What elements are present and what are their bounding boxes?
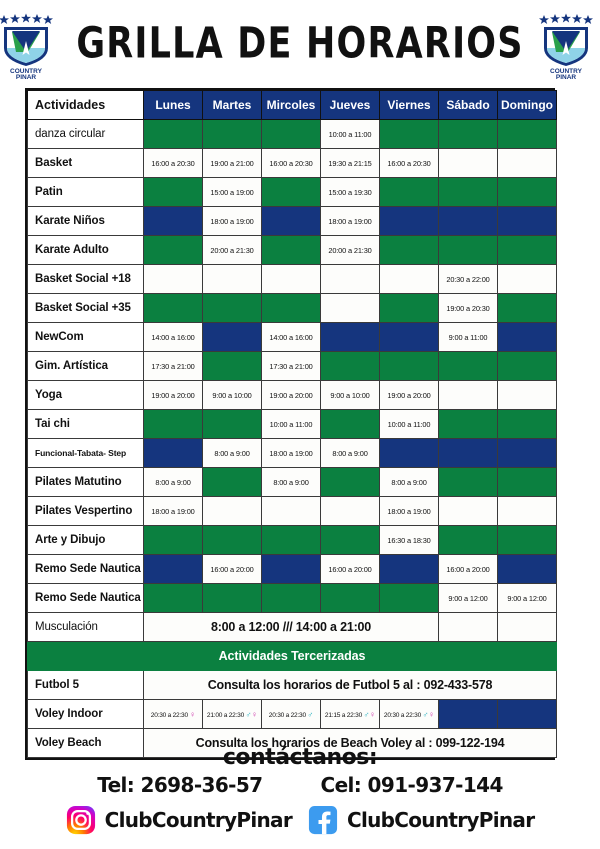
schedule-cell-sabado <box>439 497 498 526</box>
schedule-cell-jueves <box>321 584 380 613</box>
activity-label: Voley Indoor <box>28 700 144 729</box>
table-row-futbol5 <box>28 671 557 700</box>
schedule-cell-sabado <box>439 468 498 497</box>
table-row <box>28 265 557 294</box>
schedule-cell-domingo <box>498 149 557 178</box>
schedule-cell-sabado: 9:00 a 12:00 <box>439 584 498 613</box>
schedule-cell-lunes <box>144 236 203 265</box>
schedule-cell-sabado <box>439 207 498 236</box>
schedule-cell-martes <box>203 323 262 352</box>
schedule-cell-miercoles: 18:00 a 19:00 <box>262 439 321 468</box>
schedule-cell-viernes: 10:00 a 11:00 <box>380 410 439 439</box>
schedule-cell-miercoles <box>262 497 321 526</box>
column-header-martes: Martes <box>203 91 262 120</box>
schedule-cell-miercoles: 14:00 a 16:00 <box>262 323 321 352</box>
schedule-rows <box>28 120 557 613</box>
schedule-cell-sabado <box>439 439 498 468</box>
schedule-cell-martes: 19:00 a 21:00 <box>203 149 262 178</box>
male-symbol-icon: ♂ <box>422 709 429 719</box>
facebook-handle: ClubCountryPinar <box>347 808 535 832</box>
schedule-cell-sabado <box>439 149 498 178</box>
page-footer <box>0 745 600 835</box>
schedule-cell-jueves <box>321 294 380 323</box>
schedule-cell-lunes <box>144 526 203 555</box>
activity-label: Karate Niños <box>28 207 144 236</box>
schedule-cell-jueves: 15:00 a 19:30 <box>321 178 380 207</box>
column-header-lunes: Lunes <box>144 91 203 120</box>
schedule-cell-martes <box>203 120 262 149</box>
schedule-cell-viernes <box>380 439 439 468</box>
schedule-cell-miercoles: 10:00 a 11:00 <box>262 410 321 439</box>
schedule-cell-sabado: 16:00 a 20:00 <box>439 555 498 584</box>
table-header-row <box>28 91 557 120</box>
schedule-cell-domingo <box>498 497 557 526</box>
schedule-table <box>27 90 557 758</box>
schedule-cell-viernes <box>380 120 439 149</box>
column-header-activities: Actividades <box>28 91 144 120</box>
schedule-cell-lunes <box>144 178 203 207</box>
schedule-cell-domingo <box>498 468 557 497</box>
schedule-cell-lunes <box>144 120 203 149</box>
cellphone-number: Cel: 091-937-144 <box>320 773 503 797</box>
voley-cell-miercoles: 20:30 a 22:30 ♂ <box>262 700 321 729</box>
table-row <box>28 584 557 613</box>
schedule-cell-domingo <box>498 120 557 149</box>
activity-label: Voley Beach <box>28 729 144 758</box>
schedule-cell-martes <box>203 410 262 439</box>
table-row <box>28 410 557 439</box>
schedule-cell-lunes: 17:30 a 21:00 <box>144 352 203 381</box>
activity-label: Arte y Dibujo <box>28 526 144 555</box>
schedule-cell-martes: 20:00 a 21:30 <box>203 236 262 265</box>
schedule-cell-domingo <box>498 265 557 294</box>
activity-label: Musculación <box>28 613 144 642</box>
schedule-cell-viernes <box>380 352 439 381</box>
schedule-cell-domingo <box>498 178 557 207</box>
schedule-cell-martes: 16:00 a 20:00 <box>203 555 262 584</box>
schedule-cell-jueves: 16:00 a 20:00 <box>321 555 380 584</box>
page-header <box>0 0 600 88</box>
schedule-cell-martes: 9:00 a 10:00 <box>203 381 262 410</box>
schedule-cell-domingo <box>498 207 557 236</box>
schedule-cell-domingo <box>498 410 557 439</box>
social-links <box>0 805 600 835</box>
table-row <box>28 439 557 468</box>
table-row <box>28 526 557 555</box>
voley-cell-domingo <box>498 700 557 729</box>
schedule-cell-jueves: 8:00 a 9:00 <box>321 439 380 468</box>
male-symbol-icon: ♂ <box>307 709 314 719</box>
activity-label: danza circular <box>28 120 144 149</box>
schedule-cell-sabado <box>439 178 498 207</box>
schedule-cell-domingo <box>498 526 557 555</box>
table-row-tercerizadas-banner <box>28 642 557 671</box>
column-header-miercoles: Mircoles <box>262 91 321 120</box>
schedule-cell-jueves <box>321 468 380 497</box>
schedule-cell-lunes: 16:00 a 20:30 <box>144 149 203 178</box>
schedule-cell-lunes <box>144 265 203 294</box>
schedule-cell-lunes: 14:00 a 16:00 <box>144 323 203 352</box>
schedule-cell-miercoles <box>262 178 321 207</box>
schedule-cell-domingo <box>498 352 557 381</box>
schedule-cell-sabado <box>439 236 498 265</box>
schedule-table-container <box>25 88 555 760</box>
male-symbol-icon: ♂ <box>245 709 252 719</box>
activity-label: Karate Adulto <box>28 236 144 265</box>
activity-label: Yoga <box>28 381 144 410</box>
activity-label: Pilates Matutino <box>28 468 144 497</box>
schedule-cell-martes: 18:00 a 19:00 <box>203 207 262 236</box>
schedule-cell-viernes <box>380 584 439 613</box>
table-row <box>28 294 557 323</box>
svg-text:COUNTRY: COUNTRY <box>549 68 582 75</box>
contact-heading: contáctanos: <box>222 745 378 770</box>
schedule-cell-martes <box>203 468 262 497</box>
svg-text:PINAR: PINAR <box>16 74 37 80</box>
page-title: GRILLA DE HORARIOS <box>76 18 524 68</box>
schedule-cell-sabado <box>439 352 498 381</box>
schedule-cell-jueves: 18:00 a 19:00 <box>321 207 380 236</box>
schedule-cell-martes: 8:00 a 9:00 <box>203 439 262 468</box>
schedule-cell-sabado <box>439 526 498 555</box>
voley-cell-sabado <box>439 700 498 729</box>
schedule-cell-domingo <box>498 381 557 410</box>
activity-label: Pilates Vespertino <box>28 497 144 526</box>
schedule-cell-lunes <box>144 410 203 439</box>
schedule-cell-jueves: 20:00 a 21:30 <box>321 236 380 265</box>
table-row <box>28 468 557 497</box>
female-symbol-icon: ♀ <box>189 709 196 719</box>
schedule-cell-lunes <box>144 294 203 323</box>
schedule-cell-viernes <box>380 323 439 352</box>
table-row <box>28 236 557 265</box>
table-row-voley-indoor <box>28 700 557 729</box>
instagram-handle: ClubCountryPinar <box>104 808 292 832</box>
table-row <box>28 120 557 149</box>
tercerizadas-banner: Actividades Tercerizadas <box>28 642 557 671</box>
schedule-cell-martes <box>203 265 262 294</box>
column-header-jueves: Jueves <box>321 91 380 120</box>
schedule-cell-jueves <box>321 352 380 381</box>
schedule-cell-domingo <box>498 323 557 352</box>
table-row <box>28 381 557 410</box>
schedule-cell-viernes: 16:30 a 18:30 <box>380 526 439 555</box>
column-header-sabado: Sábado <box>439 91 498 120</box>
svg-text:COUNTRY: COUNTRY <box>10 68 43 75</box>
instagram-icon <box>66 805 96 835</box>
schedule-cell-miercoles: 8:00 a 9:00 <box>262 468 321 497</box>
table-row <box>28 149 557 178</box>
schedule-cell-martes <box>203 584 262 613</box>
male-symbol-icon: ♂ <box>363 709 370 719</box>
schedule-cell-jueves <box>321 526 380 555</box>
schedule-cell-martes <box>203 526 262 555</box>
schedule-cell-sabado <box>439 381 498 410</box>
schedule-cell-viernes <box>380 294 439 323</box>
schedule-cell-domingo <box>498 439 557 468</box>
schedule-cell-martes <box>203 294 262 323</box>
schedule-cell-viernes: 16:00 a 20:30 <box>380 149 439 178</box>
schedule-cell-miercoles <box>262 265 321 294</box>
table-row <box>28 497 557 526</box>
schedule-cell-sabado <box>439 410 498 439</box>
schedule-cell-jueves <box>321 265 380 294</box>
activity-label: Patin <box>28 178 144 207</box>
schedule-cell-sabado <box>439 120 498 149</box>
schedule-cell-viernes <box>380 265 439 294</box>
svg-text:PINAR: PINAR <box>555 74 576 80</box>
schedule-cell-lunes: 19:00 a 20:00 <box>144 381 203 410</box>
table-row-musculacion <box>28 613 557 642</box>
schedule-cell-lunes <box>144 439 203 468</box>
female-symbol-icon: ♀ <box>428 709 435 719</box>
schedule-cell-domingo <box>498 236 557 265</box>
voley-cell-martes: 21:00 a 22:30 ♂♀ <box>203 700 262 729</box>
schedule-cell-viernes <box>380 178 439 207</box>
schedule-cell-jueves <box>321 323 380 352</box>
activity-label: Basket Social +35 <box>28 294 144 323</box>
schedule-cell-miercoles <box>262 526 321 555</box>
schedule-cell-viernes <box>380 236 439 265</box>
schedule-cell-martes: 15:00 a 19:00 <box>203 178 262 207</box>
schedule-cell-lunes <box>144 584 203 613</box>
country-pinar-logo-left <box>0 8 62 80</box>
schedule-cell-sabado: 20:30 a 22:00 <box>439 265 498 294</box>
voley-cell-jueves: 21:15 a 22:30 ♂♀ <box>321 700 380 729</box>
schedule-cell-lunes: 18:00 a 19:00 <box>144 497 203 526</box>
table-row <box>28 178 557 207</box>
female-symbol-icon: ♀ <box>251 709 258 719</box>
column-header-viernes: Viernes <box>380 91 439 120</box>
schedule-cell-miercoles: 16:00 a 20:30 <box>262 149 321 178</box>
schedule-cell-miercoles <box>262 120 321 149</box>
schedule-cell-martes <box>203 352 262 381</box>
schedule-cell-domingo: 9:00 a 12:00 <box>498 584 557 613</box>
schedule-cell-sabado: 19:00 a 20:30 <box>439 294 498 323</box>
schedule-cell-viernes <box>380 207 439 236</box>
schedule-cell-domingo <box>498 294 557 323</box>
table-row <box>28 352 557 381</box>
phone-numbers <box>0 773 600 797</box>
female-symbol-icon: ♀ <box>369 709 376 719</box>
activity-label: NewCom <box>28 323 144 352</box>
schedule-cell-jueves <box>321 497 380 526</box>
schedule-cell-domingo <box>498 555 557 584</box>
schedule-cell-sabado: 9:00 a 11:00 <box>439 323 498 352</box>
schedule-cell-jueves: 9:00 a 10:00 <box>321 381 380 410</box>
futbol5-info: Consulta los horarios de Futbol 5 al : 092-433-578 <box>144 671 557 700</box>
activity-label: Remo Sede Nautica <box>28 555 144 584</box>
table-row <box>28 555 557 584</box>
country-pinar-logo-right <box>538 8 600 80</box>
schedule-cell-miercoles <box>262 584 321 613</box>
telephone-number: Tel: 2698-36-57 <box>97 773 263 797</box>
instagram-link[interactable] <box>66 805 292 835</box>
activity-label: Tai chi <box>28 410 144 439</box>
schedule-cell-miercoles <box>262 294 321 323</box>
schedule-cell-viernes <box>380 555 439 584</box>
schedule-cell-viernes: 19:00 a 20:00 <box>380 381 439 410</box>
activity-label: Basket <box>28 149 144 178</box>
activity-label: Basket Social +18 <box>28 265 144 294</box>
schedule-cell-lunes: 8:00 a 9:00 <box>144 468 203 497</box>
schedule-cell-jueves: 19:30 a 21:15 <box>321 149 380 178</box>
facebook-link[interactable] <box>308 805 534 835</box>
activity-label: Remo Sede Nautica <box>28 584 144 613</box>
table-row <box>28 323 557 352</box>
schedule-cell-lunes <box>144 207 203 236</box>
musculacion-schedule: 8:00 a 12:00 /// 14:00 a 21:00 <box>144 613 439 642</box>
schedule-cell-miercoles: 17:30 a 21:00 <box>262 352 321 381</box>
schedule-cell-jueves <box>321 410 380 439</box>
voley-beach-info: Consulta los horarios de Beach Voley al : 099-122-194 <box>144 729 557 758</box>
musculacion-domingo-cell <box>498 613 557 642</box>
schedule-cell-miercoles <box>262 207 321 236</box>
schedule-cell-miercoles <box>262 555 321 584</box>
voley-cell-lunes: 20:30 a 22:30 ♀ <box>144 700 203 729</box>
schedule-cell-martes <box>203 497 262 526</box>
schedule-cell-lunes <box>144 555 203 584</box>
activity-label: Gim. Artística <box>28 352 144 381</box>
schedule-cell-viernes: 8:00 a 9:00 <box>380 468 439 497</box>
schedule-extra-rows <box>28 613 557 758</box>
schedule-cell-miercoles: 19:00 a 20:00 <box>262 381 321 410</box>
table-row <box>28 207 557 236</box>
voley-cell-viernes: 20:30 a 22:30 ♂♀ <box>380 700 439 729</box>
schedule-cell-viernes: 18:00 a 19:00 <box>380 497 439 526</box>
schedule-cell-miercoles <box>262 236 321 265</box>
column-header-domingo: Domingo <box>498 91 557 120</box>
facebook-icon <box>308 805 338 835</box>
schedule-cell-jueves: 10:00 a 11:00 <box>321 120 380 149</box>
activity-label: Funcional-Tabata- Step <box>28 439 144 468</box>
activity-label: Futbol 5 <box>28 671 144 700</box>
musculacion-sabado-cell <box>439 613 498 642</box>
